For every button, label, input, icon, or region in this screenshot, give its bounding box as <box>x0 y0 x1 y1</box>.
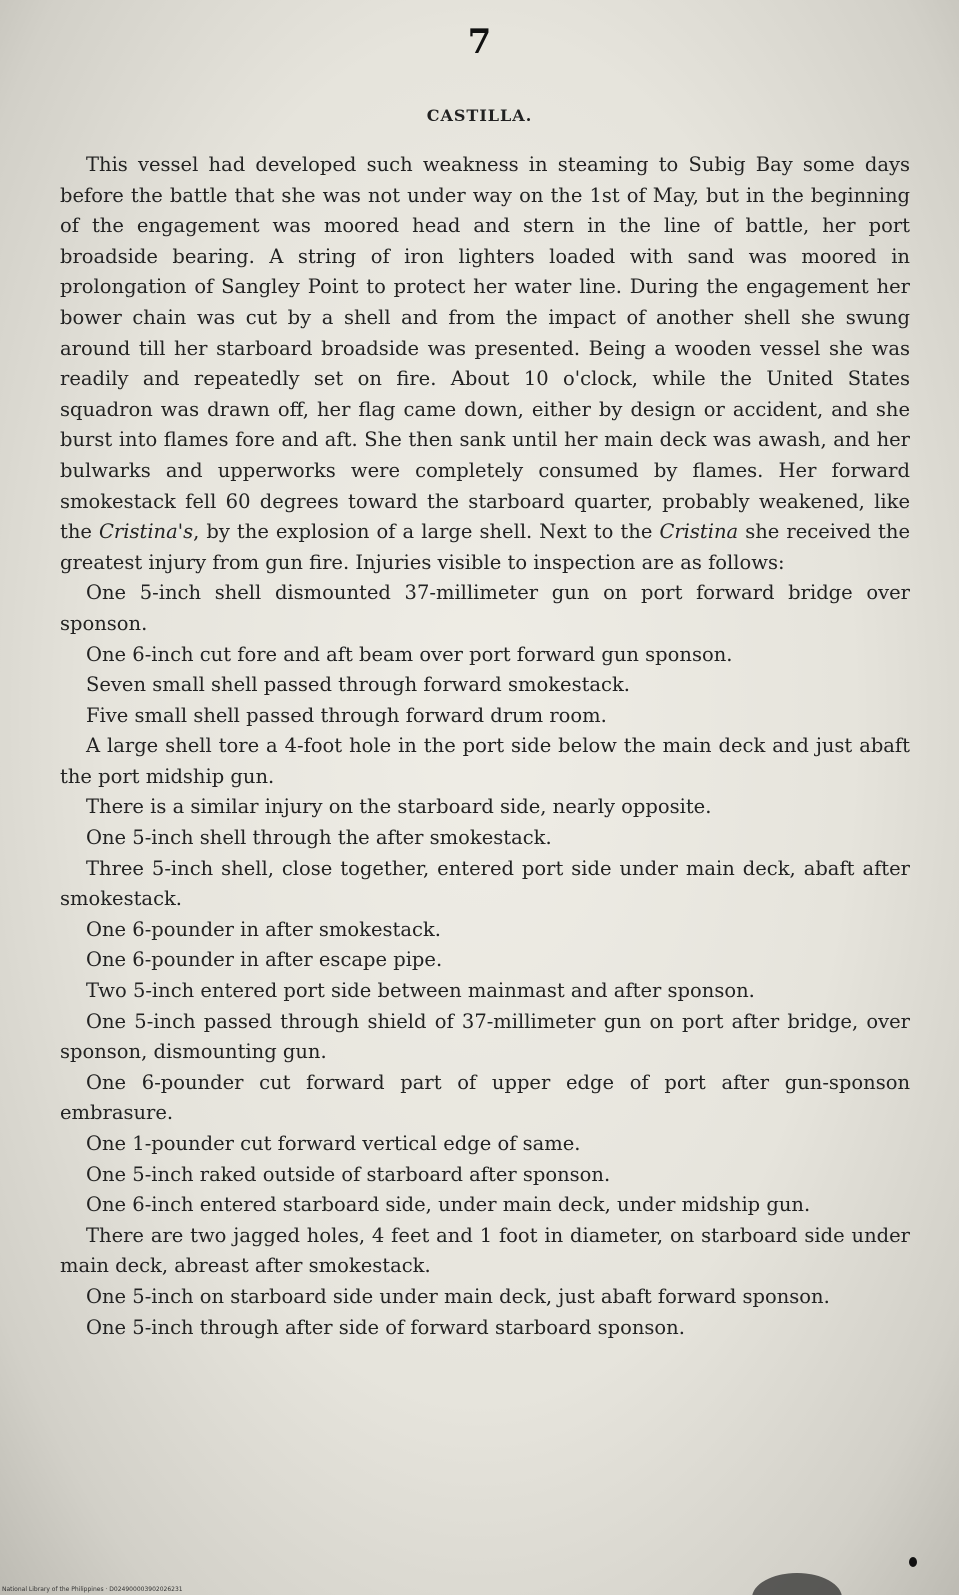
injury-item: One 1-pounder cut forward vertical edge of same. <box>86 1132 581 1155</box>
ship-name-italic: Cristina's <box>99 520 194 544</box>
injury-item: Five small shell passed through forward drum room. <box>86 703 607 727</box>
body-text <box>60 150 910 1343</box>
injury-item: One 6-inch entered starboard side, under main deck, under midship gun. <box>86 1193 811 1217</box>
intro-text-end: she received the greatest injury from gun fire. Injuries visible to inspection are as follows: <box>60 520 910 574</box>
injury-item: One 6-pounder in after smokestack. <box>86 917 441 941</box>
injury-item: One 5-inch on starboard side under main deck, just abaft forward sponson. <box>86 1284 830 1308</box>
injury-item: Three 5-inch shell, close together, entered port side under main deck, abaft after smokestack. <box>60 856 910 911</box>
injury-item: One 5-inch through after side of forward starboard sponson. <box>86 1315 685 1339</box>
injury-item: One 6-pounder cut forward part of upper edge of port after gun-sponson embrasure. <box>60 1070 910 1125</box>
section-title: CASTILLA. <box>426 106 533 125</box>
injury-item: There is a similar injury on the starboard side, nearly opposite. <box>86 795 712 819</box>
injury-item: One 6-inch cut fore and aft beam over port forward gun sponson. <box>86 642 733 666</box>
injury-item: One 6-pounder in after escape pipe. <box>86 948 443 972</box>
injury-item: One 5-inch passed through shield of 37-millimeter gun on port after bridge, over sponson, dismounting gun. <box>60 1009 910 1064</box>
injury-item: Two 5-inch entered port side between mainmast and after sponson. <box>86 979 755 1003</box>
injury-item: One 5-inch raked outside of starboard after sponson. <box>86 1162 611 1186</box>
ship-name-italic: Cristina <box>659 520 739 544</box>
scan-credit: National Library of the Philippines · D024900003902026231 <box>2 1586 183 1593</box>
scan-shadow <box>752 1573 842 1595</box>
injury-item: A large shell tore a 4-foot hole in the port side below the main deck and just abaft the port midship gun. <box>60 734 910 788</box>
intro-text-start: This vessel had developed such weakness in steaming to Subig Bay some days before the battle that she was not under way on the 1st of May, but in the beginning of the engagement was moored head and stern in the line of battle, her port broadside bearing. A string of iron lighters loaded with sand was moored in prolongation of Sangley Point to protect her water line. During the engagement her bower chain was cut by a shell and from the impact of another shell she swung around till her starboard broadside was presented. Being a wooden vessel she was readily and repeatedly set on fire. About 10 o'clock, while the United States squadron was drawn off, her flag came down, either by design or accident, and she burst into flames fore and aft. She then sank until her main deck was awash, and her bulwarks and upperworks were completely consumed by flames. Her forward smokestack fell 60 degrees toward the starboard quarter, probably weakened, like the <box>60 153 910 544</box>
injury-item: Seven small shell passed through forward smokestack. <box>86 673 630 697</box>
page-number: 7 <box>467 22 492 62</box>
injury-item: There are two jagged holes, 4 feet and 1 foot in diameter, on starboard side under main deck, abreast after smokestack. <box>60 1223 910 1278</box>
injury-item: One 5-inch shell dismounted 37-millimeter gun on port forward bridge over sponson. <box>60 581 910 635</box>
injury-item: One 5-inch shell through the after smokestack. <box>86 826 552 850</box>
intro-text-middle: , by the explosion of a large shell. Next to the <box>193 520 660 544</box>
ink-speck <box>909 1557 917 1567</box>
intro-paragraph <box>60 150 910 578</box>
